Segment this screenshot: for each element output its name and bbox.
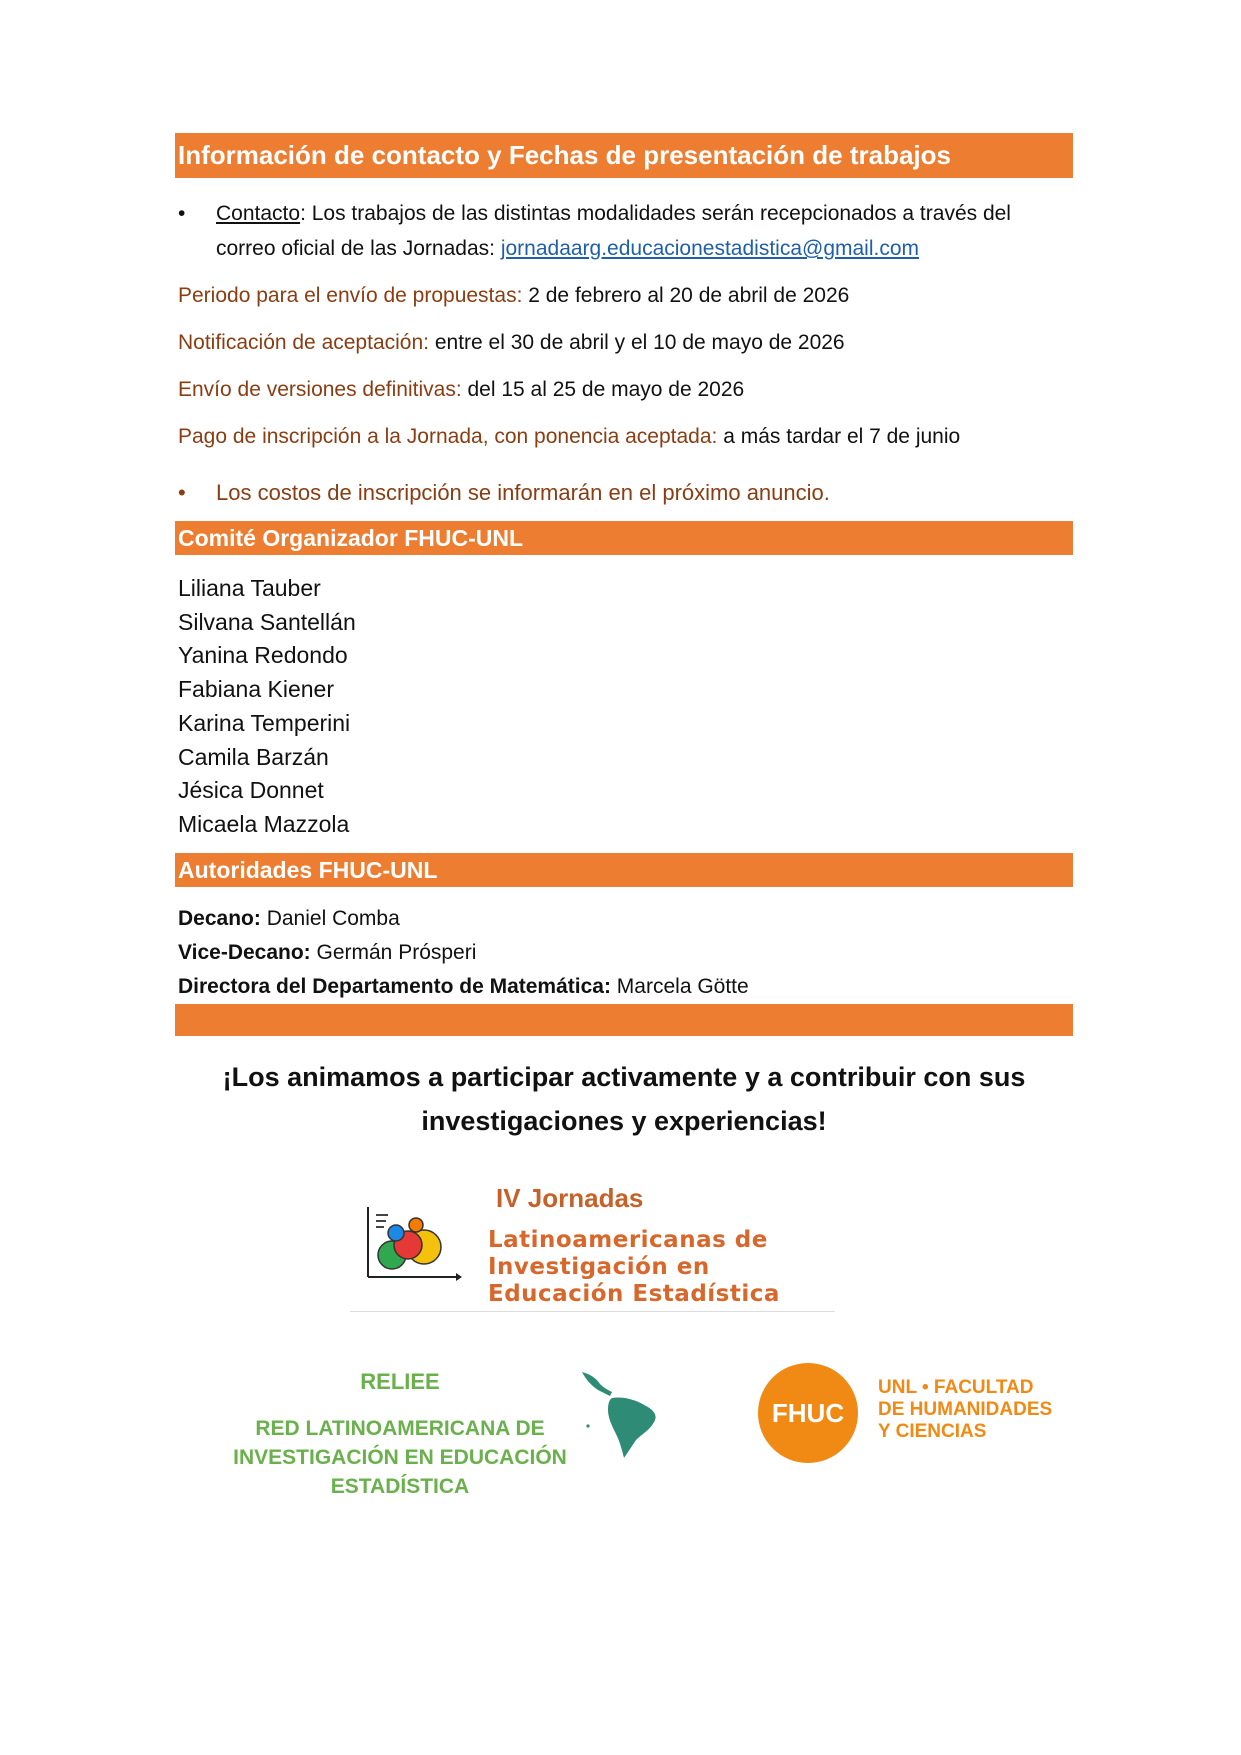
authority-name: Daniel Comba — [260, 907, 400, 930]
authority-name: Marcela Götte — [610, 975, 749, 998]
authority-row-director — [178, 972, 749, 1002]
authority-role: Directora del Departamento de Matemática: — [178, 975, 611, 998]
bullet-marker: • — [178, 202, 186, 225]
event-logo-subtitle — [488, 1227, 780, 1308]
relie-line: RED LATINOAMERICANA DE — [255, 1417, 545, 1440]
section-header-contact: Información de contacto y Fechas de presentación de trabajos — [175, 133, 1073, 178]
contact-bullet — [178, 196, 1073, 268]
committee-member: Jésica Donnet — [178, 777, 324, 804]
authority-row-dean — [178, 904, 400, 934]
section-header-committee: Comité Organizador FHUC-UNL — [175, 521, 1073, 555]
date-label: Envío de versiones definitivas: — [178, 378, 462, 401]
authority-role: Vice-Decano: — [178, 941, 311, 964]
committee-member: Liliana Tauber — [178, 575, 321, 601]
date-row-payment — [178, 422, 960, 452]
date-label: Notificación de aceptación: — [178, 331, 429, 354]
committee-member: Fabiana Kiener — [178, 676, 334, 703]
authority-role: Decano: — [178, 907, 261, 930]
fhuc-logo-circle: FHUC — [758, 1363, 858, 1463]
section-divider-bar — [175, 1004, 1073, 1036]
date-row-notification — [178, 328, 845, 358]
fhuc-line: UNL • FACULTAD — [878, 1377, 1034, 1398]
authority-row-vice-dean — [178, 938, 476, 968]
committee-member: Karina Temperini — [178, 709, 351, 736]
relie-line: ESTADÍSTICA — [330, 1475, 470, 1498]
closing-line: investigaciones y experiencias! — [421, 1106, 827, 1136]
relie-name — [200, 1414, 600, 1501]
relie-logo — [200, 1368, 600, 1501]
logo-underline — [350, 1311, 835, 1312]
committee-member: Micaela Mazzola — [178, 810, 350, 837]
contact-description: : Los trabajos de las distintas modalidades serán recepcionados a través del correo oficial de las Jornadas: — [216, 202, 1011, 260]
committee-member: Silvana Santellán — [178, 608, 356, 635]
date-value: entre el 30 de abril y el 10 de mayo de 2026 — [429, 331, 845, 354]
costs-note: Los costos de inscripción se informarán en el próximo anuncio. — [216, 480, 830, 505]
latin-america-map-icon — [580, 1370, 670, 1460]
event-logo-line: Educación Estadística — [488, 1281, 780, 1307]
authority-name: Germán Prósperi — [310, 941, 477, 964]
committee-member: Yanina Redondo — [178, 642, 348, 669]
bubble-chart-icon — [362, 1203, 462, 1293]
relie-acronym: RELIEE — [360, 1369, 440, 1394]
date-value: del 15 al 25 de mayo de 2026 — [461, 378, 745, 401]
event-logo-line: Investigación en — [488, 1254, 710, 1280]
section-header-authorities: Autoridades FHUC-UNL — [175, 853, 1073, 887]
contact-lead: Contacto — [216, 202, 301, 225]
closing-message — [175, 1055, 1073, 1143]
committee-list — [178, 572, 356, 842]
date-label: Pago de inscripción a la Jornada, con ponencia aceptada: — [178, 425, 718, 448]
costs-bullet — [178, 475, 1073, 510]
bullet-marker: • — [178, 480, 186, 505]
relie-line: INVESTIGACIÓN EN EDUCACIÓN — [233, 1446, 567, 1469]
event-logo-line: Latinoamericanas de — [488, 1227, 768, 1253]
date-row-final-versions — [178, 375, 744, 405]
committee-member: Camila Barzán — [178, 743, 329, 770]
date-value: a más tardar el 7 de junio — [717, 425, 961, 448]
date-value: 2 de febrero al 20 de abril de 2026 — [522, 284, 850, 307]
fhuc-line: DE HUMANIDADES — [878, 1399, 1053, 1420]
event-logo-title: IV Jornadas — [496, 1183, 644, 1213]
closing-line: ¡Los animamos a participar activamente y a contribuir con sus — [222, 1062, 1026, 1092]
date-row-submission — [178, 281, 849, 311]
fhuc-logo-text — [878, 1377, 1052, 1443]
contact-text — [216, 196, 1073, 266]
fhuc-line: Y CIENCIAS — [878, 1421, 987, 1442]
date-label: Periodo para el envío de propuestas: — [178, 284, 523, 307]
event-logo — [350, 1175, 835, 1313]
contact-email-link[interactable]: jornadaarg.educacionestadistica@gmail.com — [500, 237, 920, 260]
